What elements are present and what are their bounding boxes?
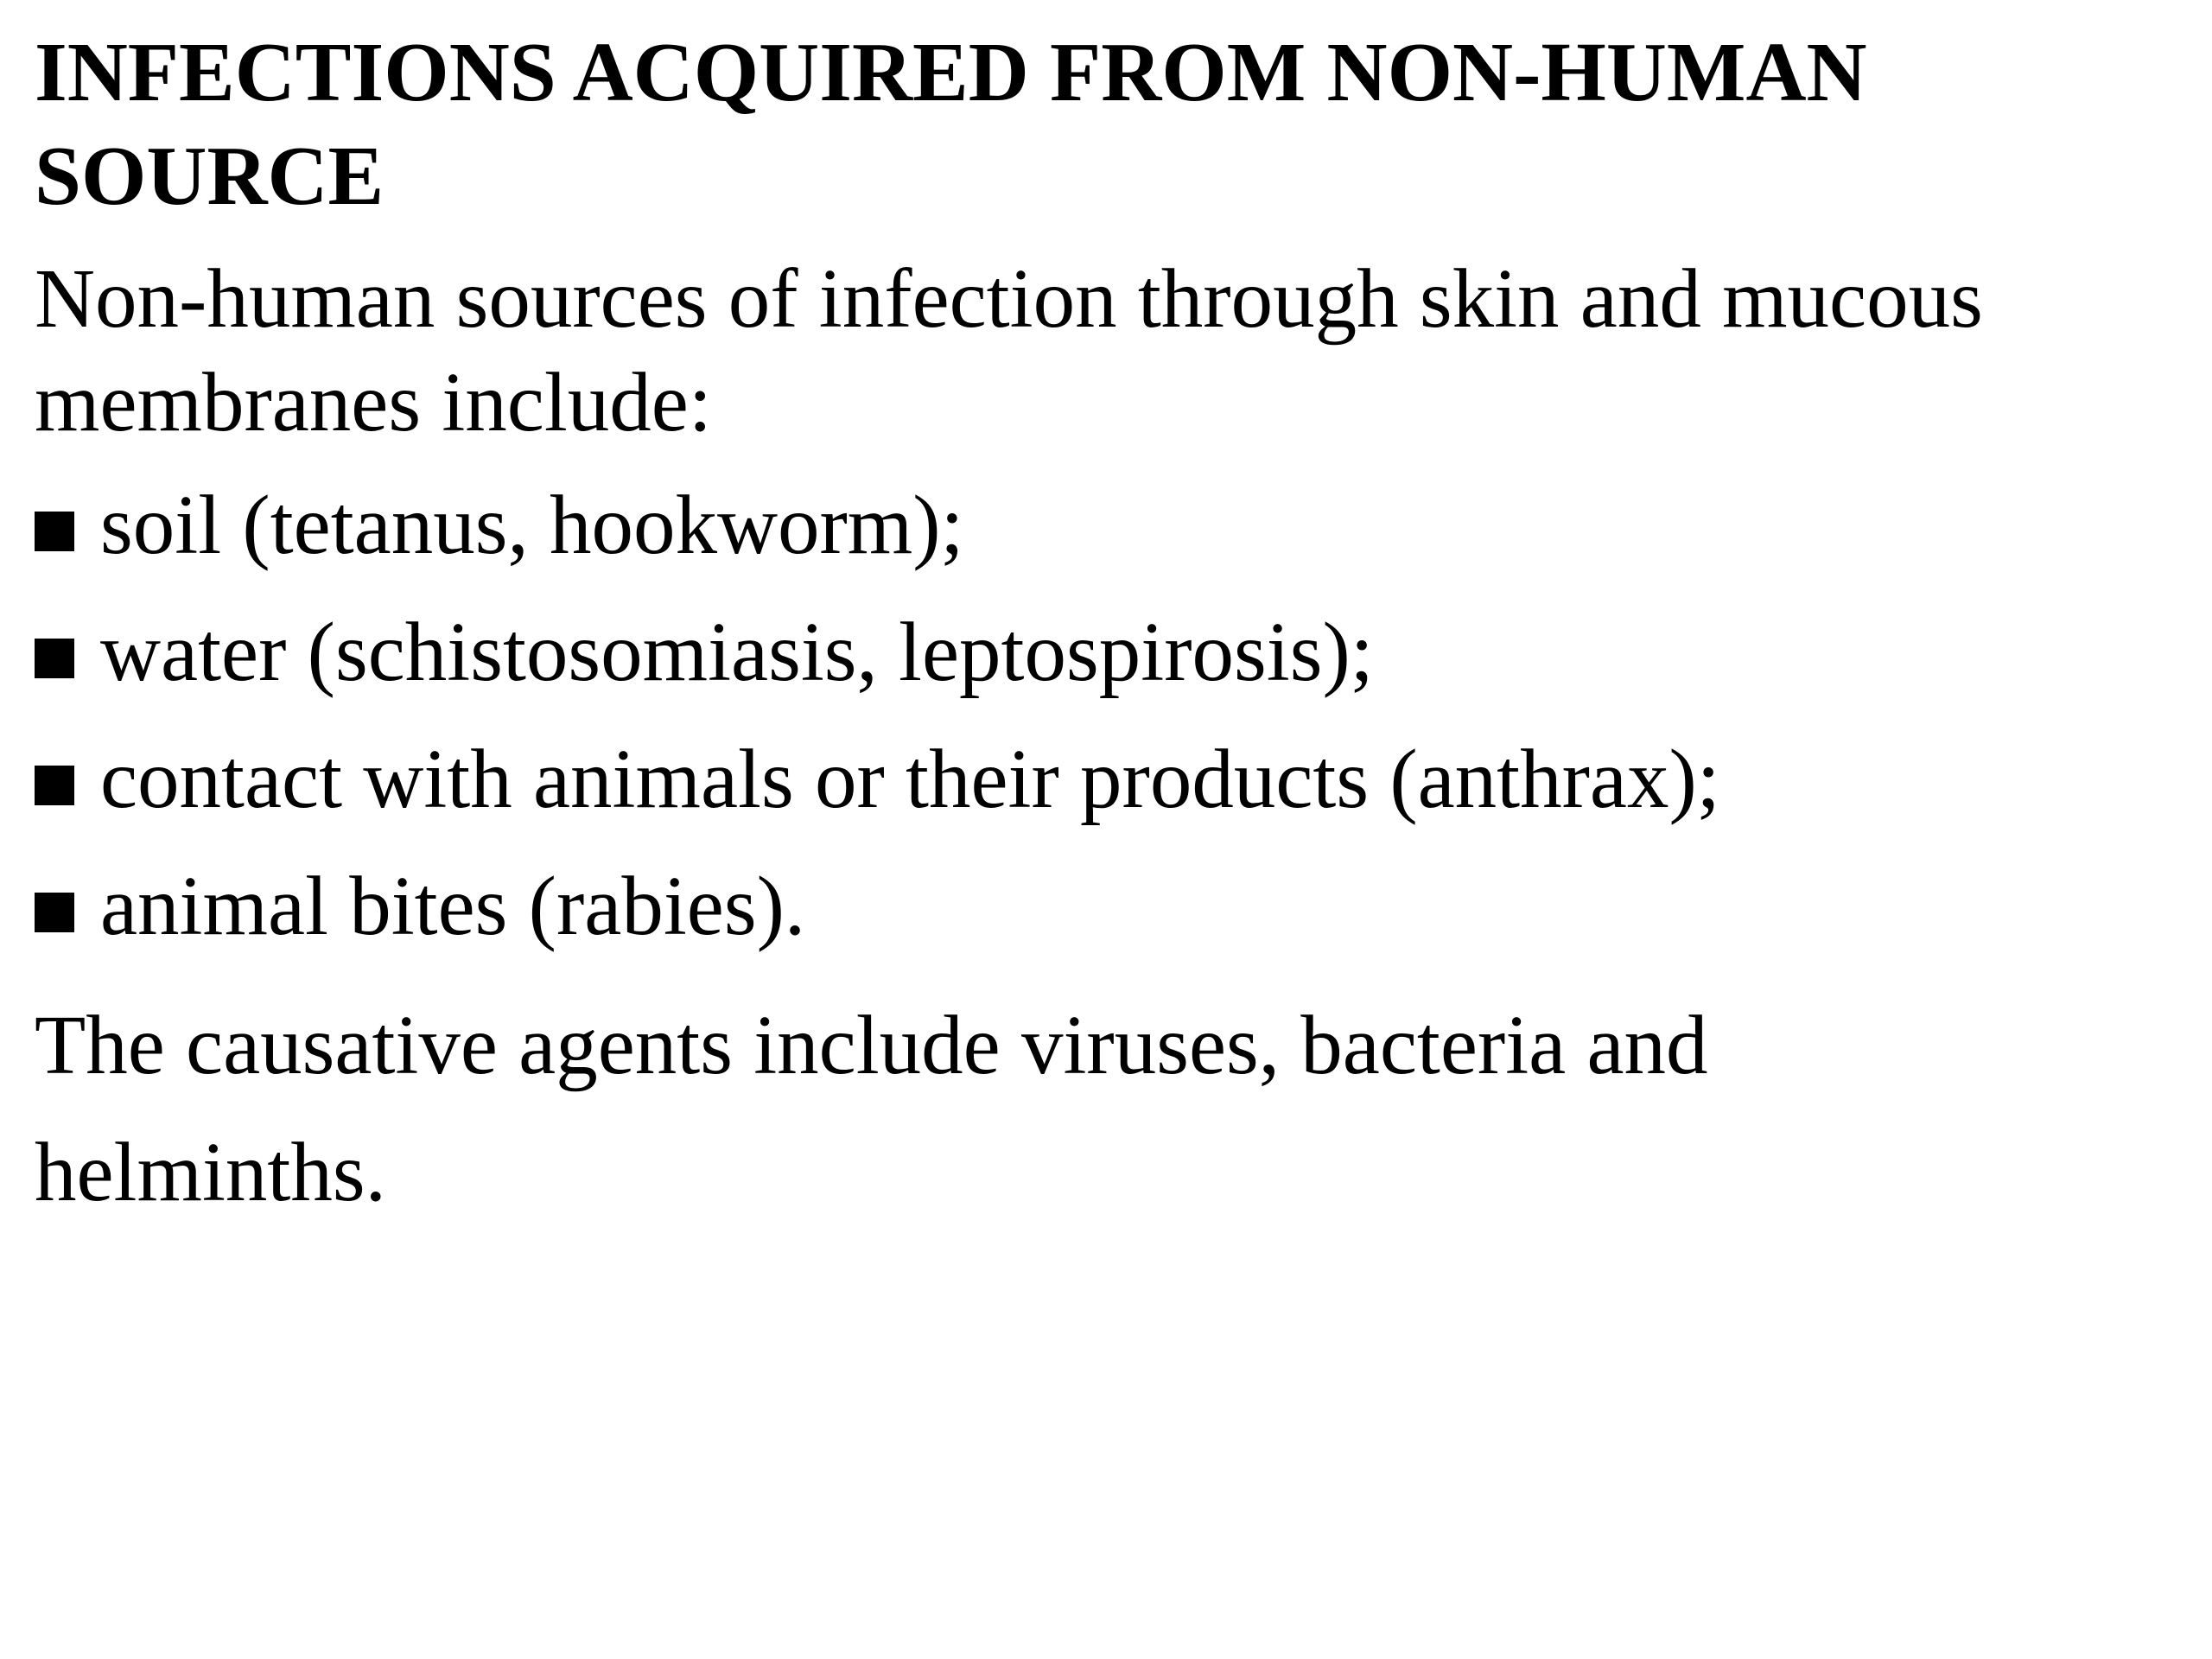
black-square-icon <box>35 766 74 805</box>
list-item-text: animal bites (rabies). <box>100 860 806 952</box>
list-item-text: water (schistosomiasis, leptospirosis); <box>100 606 1374 698</box>
black-square-icon <box>35 639 74 678</box>
list-item <box>35 474 2212 577</box>
black-square-icon <box>35 512 74 551</box>
document-heading: INFECTIONS ACQUIRED FROM NON-HUMAN SOURCE <box>35 26 1867 222</box>
list-item <box>35 601 2212 704</box>
list-item-text: soil (tetanus, hookworm); <box>100 479 964 571</box>
black-square-icon <box>35 893 74 932</box>
intro-paragraph: Non-human sources of infection through skin and mucous membranes include: <box>35 252 1983 448</box>
list-item-text: contact with animals or their products (anthrax); <box>100 733 1720 825</box>
closing-paragraph: The causative agents include viruses, bacteria and helminths. <box>35 999 1708 1218</box>
sources-list <box>35 474 2212 958</box>
list-item <box>35 855 2212 958</box>
list-item <box>35 728 2212 831</box>
